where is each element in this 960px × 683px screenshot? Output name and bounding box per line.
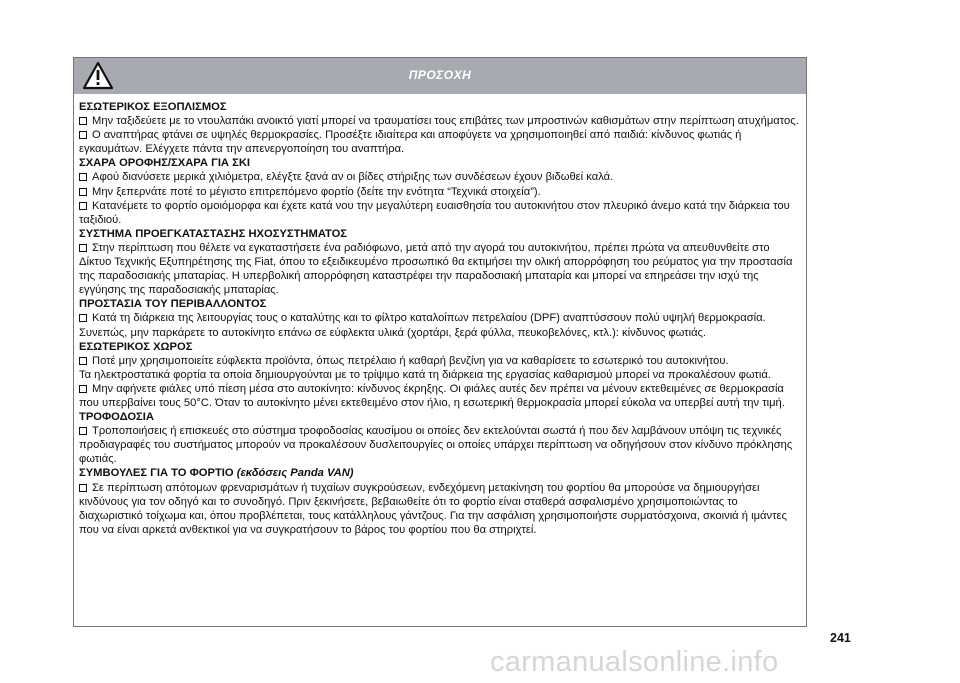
section-heading-text: ΕΣΩΤΕΡΙΚΟΣ ΧΩΡΟΣ bbox=[79, 340, 193, 353]
section-heading bbox=[79, 100, 800, 114]
warning-item bbox=[79, 481, 800, 537]
warning-item bbox=[79, 368, 800, 382]
warning-item bbox=[79, 382, 800, 410]
checkbox-bullet-icon bbox=[79, 357, 87, 365]
section-heading-text: ΤΡΟΦΟΔΟΣΙΑ bbox=[79, 411, 154, 424]
section-heading-text: ΣΥΜΒΟΥΛΕΣ ΓΙΑ ΤΟ ΦΟΡΤΙΟ bbox=[79, 467, 234, 480]
warning-item bbox=[79, 114, 800, 128]
watermark: carmanualsonline.info bbox=[490, 646, 779, 678]
checkbox-bullet-icon bbox=[79, 314, 87, 322]
section-heading bbox=[79, 340, 800, 354]
checkbox-bullet-icon bbox=[79, 244, 87, 252]
warning-item bbox=[79, 241, 800, 297]
warning-item-text: Αφού διανύσετε μερικά χιλιόμετρα, ελέγξτε ξανά αν οι βίδες στήριξης των συνδέσεων έχουν βιδωθεί καλά. bbox=[92, 171, 614, 184]
warning-item-text: Ο αναπτήρας φτάνει σε υψηλές θερμοκρασίες. Προσέξτε ιδιαίτερα και αποφύγετε να χρησιμοποιηθεί από παιδιά: κίνδυνος φωτιάς ή εγκαυμάτων. Ελέγχετε πάντα την απενεργοποίηση του αναπτήρα. bbox=[79, 129, 742, 156]
section-heading-text: ΠΡΟΣΤΑΣΙΑ ΤΟΥ ΠΕΡΙΒΑΛΛΟΝΤΟΣ bbox=[79, 298, 267, 311]
checkbox-bullet-icon bbox=[79, 188, 87, 196]
checkbox-bullet-icon bbox=[79, 117, 87, 125]
warning-item bbox=[79, 170, 800, 184]
checkbox-bullet-icon bbox=[79, 427, 87, 435]
warning-item-text: Μην ταξιδεύετε με το ντουλαπάκι ανοικτό γιατί μπορεί να τραυματίσει τους επιβάτες των μπροστινών καθισμάτων στην περίπτωση ατυχήματος. bbox=[92, 115, 799, 128]
section-heading-suffix: (εκδόσεις Panda VAN) bbox=[236, 467, 354, 480]
warning-item-text: Στην περίπτωση που θέλετε να εγκαταστήσετε ένα ραδιόφωνο, μετά από την αγορά του αυτοκινήτου, πρέπει πρώτα να απευθυνθείτε στο Δίκτυο Τεχνικής Εξυπηρέτησης της Fiat, όπου το εξειδικευμένο προσωπικό θα εκτιμήσει την ολική απορρόφηση του ρεύματος για την προστασία της παραδοσιακής μπαταρίας. Η υπερβολική απορρόφηση καταστρέφει την παραδοσιακή μπαταρία και μπορεί να επηρεάσει την ισχύ της εγγύησης της παραδοσιακής μπαταρίας. bbox=[79, 241, 793, 297]
checkbox-bullet-icon bbox=[79, 484, 87, 492]
section-heading bbox=[79, 410, 800, 424]
warning-item-text: Ποτέ μην χρησιμοποιείτε εύφλεκτα προϊόντα, όπως πετρέλαιο ή καθαρή βενζίνη για να καθαρίσετε το εσωτερικό του αυτοκινήτου. bbox=[92, 354, 729, 367]
checkbox-bullet-icon bbox=[79, 385, 87, 393]
section-heading-text: ΣΧΑΡΑ ΟΡΟΦΗΣ/ΣΧΑΡΑ ΓΙΑ ΣΚΙ bbox=[79, 157, 251, 170]
page-number: 241 bbox=[830, 631, 851, 645]
warning-item-text: Μην ξεπερνάτε ποτέ το μέγιστο επιτρεπόμενο φορτίο (δείτε την ενότητα “Τεχνικά στοιχεία”). bbox=[92, 185, 541, 198]
warning-item bbox=[79, 424, 800, 466]
warning-item bbox=[79, 311, 800, 339]
warning-item bbox=[79, 354, 800, 368]
section-heading-text: ΕΣΩΤΕΡΙΚΟΣ ΕΞΟΠΛΙΣΜΟΣ bbox=[79, 101, 227, 113]
warning-item-text: Τα ηλεκτροστατικά φορτία τα οποία δημιουργούνται με το τρίψιμο κατά τη διάρκεια της εργασίας καθαρισμού μπορεί να προκαλέσουν φωτιά. bbox=[79, 368, 771, 381]
warning-item-text: Μην αφήνετε φιάλες υπό πίεση μέσα στο αυτοκίνητο: κίνδυνος έκρηξης. Οι φιάλες αυτές δεν πρέπει να μένουν εκτεθειμένες σε θερμοκρασία που υπερβαίνει τους 50°C. Όταν το αυτοκίνητο μένει εκτεθειμένο στον ήλιο, η εσωτερική θερμοκρασία μπορεί εύκολα να υπερβεί αυτή την τιμή. bbox=[79, 382, 785, 409]
warning-item bbox=[79, 199, 800, 227]
section-heading-text: ΣΥΣΤΗΜΑ ΠΡΟΕΓΚΑΤΑΣΤΑΣΗΣ ΗΧΟΣΥΣΤΗΜΑΤΟΣ bbox=[79, 227, 348, 240]
warning-item bbox=[79, 185, 800, 199]
section-heading bbox=[79, 227, 800, 241]
section-heading bbox=[79, 466, 800, 480]
warning-content bbox=[74, 94, 806, 537]
warning-item bbox=[79, 128, 800, 156]
warning-item-text: Σε περίπτωση απότομων φρεναρισμάτων ή τυχαίων συγκρούσεων, ενδεχόμενη μετακίνηση του φορτίου θα μπορούσε να δημιουργήσει κινδύνους για τον οδηγό και το συνοδηγό. Πριν ξεκινήσετε, βεβαιωθείτε ότι το φορτίο είναι σταθερά ασφαλισμένο χρησιμοποιώντας το διαχωριστικό τοίχωμα και, όπου προβλέπεται, τους κατάλληλους γάντζους. Για την ασφάλιση χρησιμοποιήστε συρματόσχοινα, σκοινιά ή ιμάντες που να είναι αρκετά ανθεκτικοί για να συγκρατήσουν το βάρος του φορτίου που θα στηριχτεί. bbox=[79, 481, 787, 536]
section-heading bbox=[79, 156, 800, 170]
section-heading bbox=[79, 297, 800, 311]
warning-header bbox=[74, 58, 806, 94]
warning-item-text: Τροποποιήσεις ή επισκευές στο σύστημα τροφοδοσίας καυσίμου οι οποίες δεν εκτελούνται σωστά ή που δεν λαμβάνουν υπόψη τις τεχνικές προδιαγραφές του συστήματος μπορούν να προκαλέσουν δυσλειτουργίες οι οποίες υπάρχει περίπτωση να οδηγήσουν στον κίνδυνο πρόκλησης φωτιάς. bbox=[79, 425, 793, 466]
warning-item-text: Κατανέμετε το φορτίο ομοιόμορφα και έχετε κατά νου την μεγαλύτερη ευαισθησία του αυτοκινήτου στον πλευρικό άνεμο κατά την διάρκεια του ταξιδιού. bbox=[79, 199, 790, 226]
warning-title: ΠΡΟΣΟΧΗ bbox=[408, 68, 472, 82]
checkbox-bullet-icon bbox=[79, 202, 87, 210]
checkbox-bullet-icon bbox=[79, 173, 87, 181]
warning-box bbox=[73, 57, 807, 627]
warning-item-text: Κατά τη διάρκεια της λειτουργίας τους ο καταλύτης και το φίλτρο καταλοίπων πετρελαίου (DPF) αναπτύσσουν πολύ υψηλή θερμοκρασία. Συνεπώς, μην παρκάρετε το αυτοκίνητο επάνω σε εύφλεκτα υλικά (χορτάρι, ξερά φύλλα, πευκοβελόνες, κτλ.): κίνδυνος φωτιάς. bbox=[79, 312, 766, 339]
checkbox-bullet-icon bbox=[79, 131, 87, 139]
